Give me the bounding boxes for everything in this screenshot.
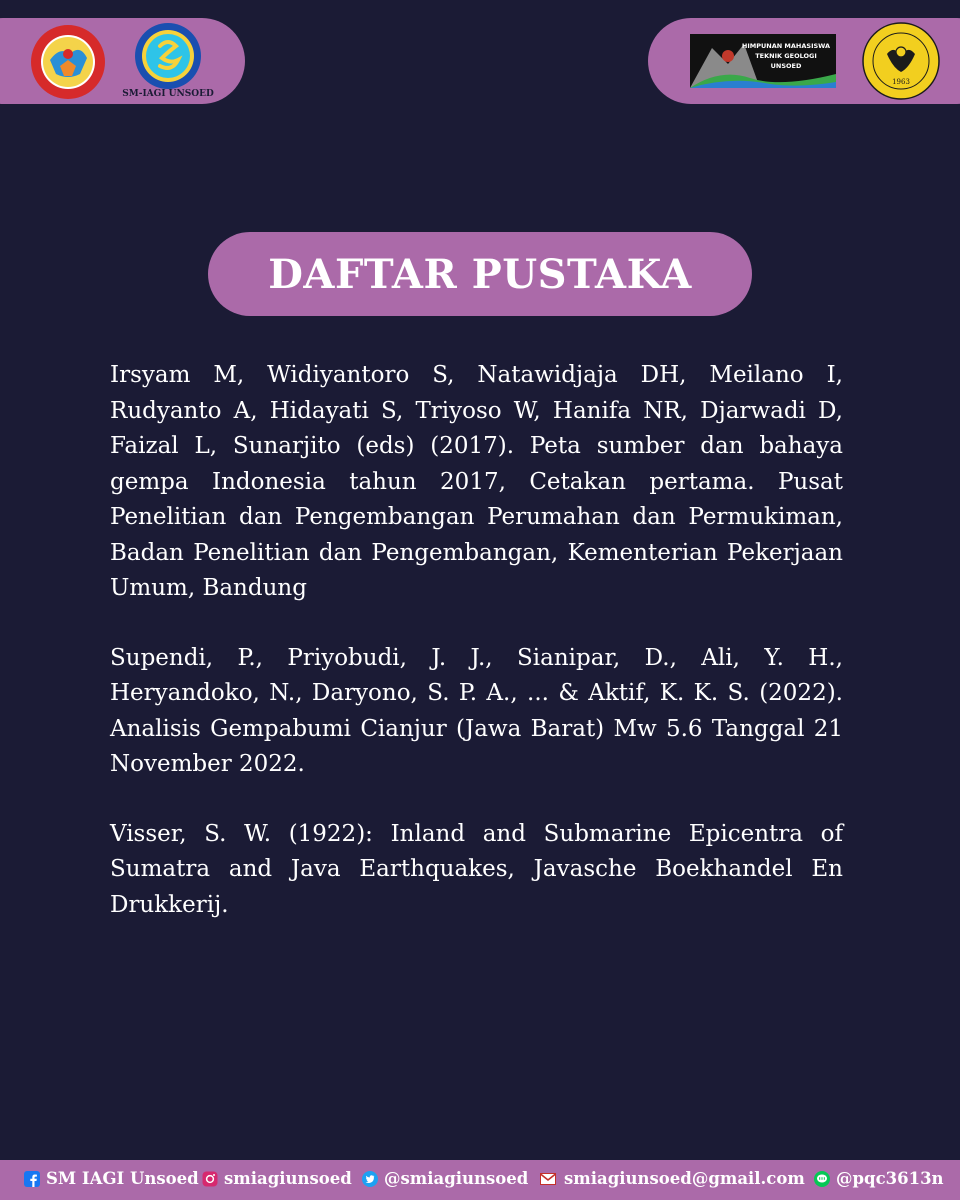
instagram-icon — [202, 1171, 218, 1187]
fgmi-logo — [30, 24, 106, 100]
mail-icon — [540, 1171, 556, 1187]
footer-line-label: @pqc3613n — [836, 1169, 944, 1188]
reference-list — [110, 358, 843, 957]
reference-item: Visser, S. W. (1922): Inland and Submarine Epicentra of Sumatra and Java Earthquakes, Javasche Boekhandel En Drukkerij. — [110, 820, 843, 918]
hmtg-text-1: HIMPUNAN MAHASISWA — [741, 42, 831, 50]
unsoed-year: 1963 — [892, 78, 910, 86]
social-footer — [0, 1160, 960, 1200]
footer-email-label: smiagiunsoed@gmail.com — [564, 1169, 805, 1188]
hmtg-logo — [690, 34, 836, 88]
footer-facebook-label: SM IAGI Unsoed — [46, 1169, 199, 1188]
footer-twitter[interactable] — [362, 1169, 528, 1188]
hmtg-text-2: TEKNIK GEOLOGI — [755, 52, 817, 60]
reference-item: Irsyam M, Widiyantoro S, Natawidjaja DH, Meilano I, Rudyanto A, Hidayati S, Triyoso W, Hanifa NR, Djarwadi D, Faizal L, Sunarjito (eds) (2017). Peta sumber dan bahaya gempa Indonesia tahun 2017, Cetakan pertama. Pusat Penelitian dan Pengembangan Perumahan dan Permukiman, Badan Penelitian dan Pengembangan, Kementerian Pekerjaan Umum, Bandung — [110, 362, 843, 601]
reference-item: Supendi, P., Priyobudi, J. J., Sianipar, D., Ali, Y. H., Heryandoko, N., Daryono, S. P. A., ... & Aktif, K. K. S. (2022). Analisis Gempabumi Cianjur (Jawa Barat) Mw 5.6 Tanggal 21 November 2022. — [110, 644, 843, 777]
footer-email[interactable] — [540, 1169, 805, 1188]
title-banner — [208, 232, 752, 316]
unsoed-logo — [862, 22, 940, 100]
sm-iagi-logo — [134, 22, 202, 90]
footer-instagram-label: smiagiunsoed — [224, 1169, 352, 1188]
footer-instagram[interactable] — [202, 1169, 352, 1188]
line-icon — [814, 1171, 830, 1187]
hmtg-text-3: UNSOED — [770, 62, 802, 70]
facebook-icon — [24, 1171, 40, 1187]
footer-facebook[interactable] — [24, 1169, 199, 1188]
twitter-icon — [362, 1171, 378, 1187]
page-title: DAFTAR PUSTAKA — [268, 250, 692, 298]
footer-twitter-label: @smiagiunsoed — [384, 1169, 529, 1188]
footer-line[interactable] — [814, 1169, 944, 1188]
sm-iagi-caption: SM-IAGI UNSOED — [122, 89, 214, 99]
